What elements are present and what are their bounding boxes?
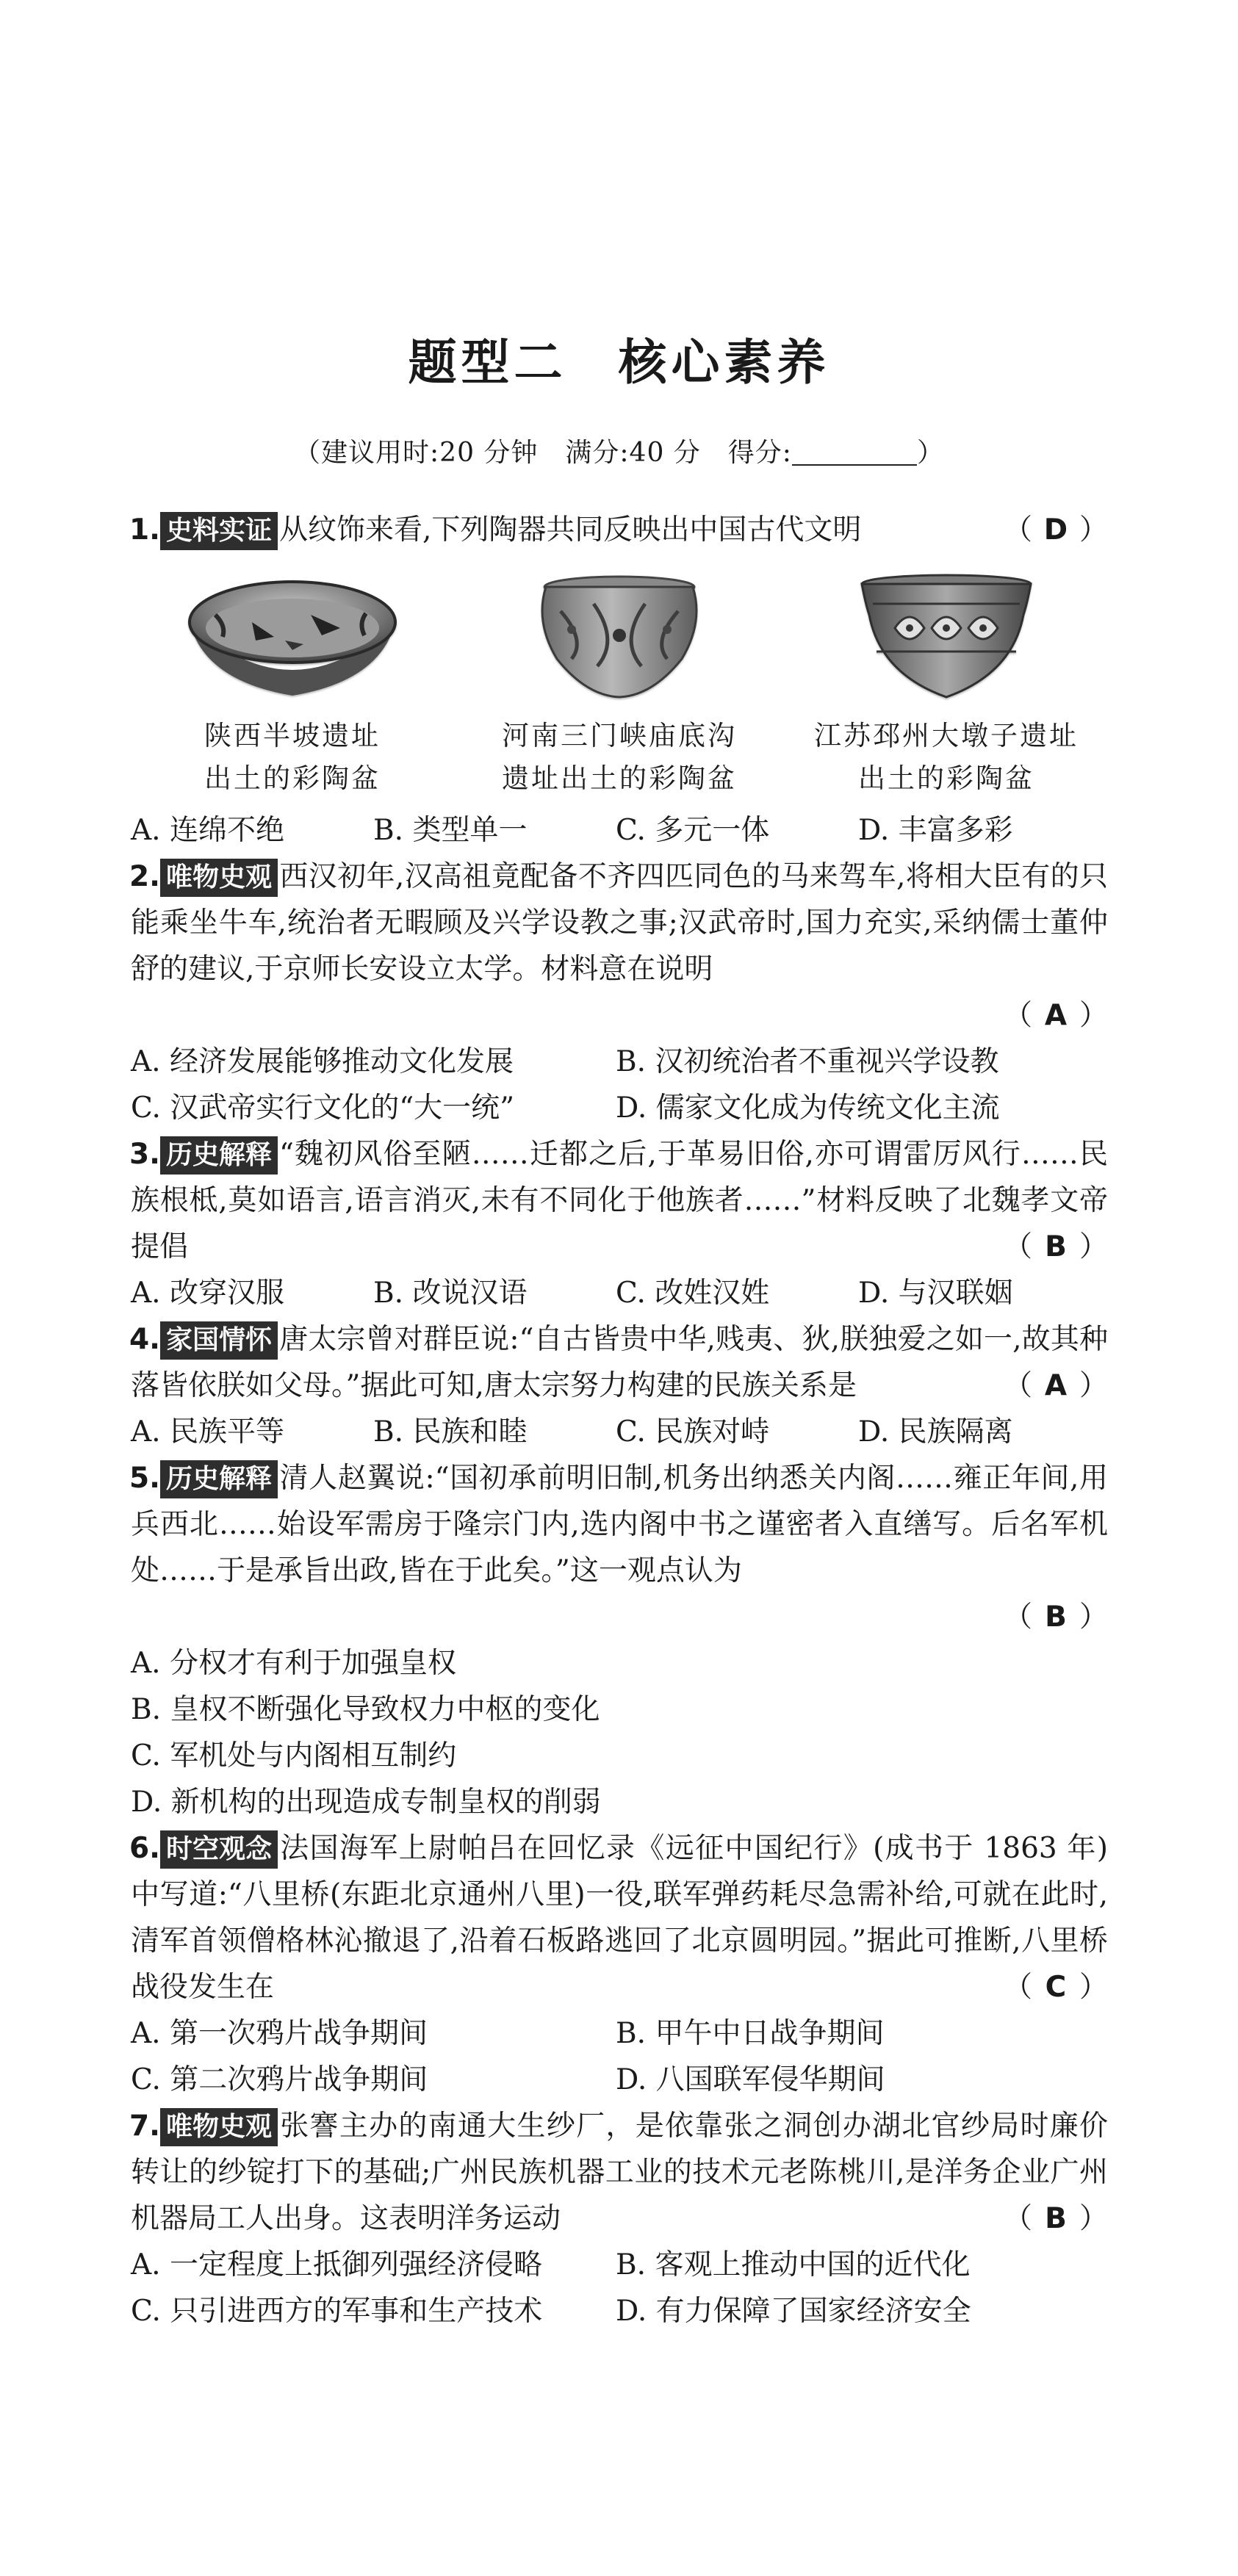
question-6 bbox=[131, 1825, 1108, 2103]
caption-line: 江苏邳州大墩子遗址 bbox=[814, 720, 1079, 751]
answer-slot: （ D ） bbox=[1004, 507, 1108, 553]
option-a[interactable]: A. 民族平等 bbox=[131, 1415, 284, 1448]
question-number: 4. bbox=[129, 1323, 160, 1356]
pottery-caption bbox=[204, 715, 381, 800]
question-text: 从纹饰来看,下列陶器共同反映出中国古代文明 bbox=[278, 513, 862, 546]
time-score-line bbox=[0, 432, 1238, 469]
option-b[interactable]: B. 皇权不断强化导致权力中枢的变化 bbox=[131, 1693, 600, 1726]
caption-line: 河南三门峡庙底沟 bbox=[502, 720, 737, 751]
answer-letter: A bbox=[1044, 999, 1068, 1032]
option-a[interactable]: A. 改穿汉服 bbox=[131, 1277, 284, 1310]
miaodigou-pot-image bbox=[528, 563, 711, 710]
options bbox=[131, 2010, 1108, 2103]
options bbox=[131, 1039, 1108, 1131]
answer-slot: （ B ） bbox=[1004, 2196, 1108, 2242]
question-3-stem bbox=[131, 1131, 1108, 1270]
option-d[interactable]: D. 民族隔离 bbox=[858, 1415, 1013, 1448]
literacy-tag: 历史解释 bbox=[160, 1460, 278, 1498]
option-c[interactable]: C. 改姓汉姓 bbox=[616, 1277, 770, 1310]
pottery-caption bbox=[502, 715, 737, 800]
question-number: 6. bbox=[129, 1832, 160, 1865]
option-a[interactable]: A. 分权才有利于加强皇权 bbox=[131, 1647, 456, 1680]
option-c[interactable]: C. 只引进西方的军事和生产技术 bbox=[131, 2295, 543, 2328]
score-blank[interactable] bbox=[792, 438, 917, 466]
option-a[interactable]: A. 一定程度上抵御列强经济侵略 bbox=[131, 2248, 542, 2281]
pottery-caption bbox=[814, 715, 1079, 800]
caption-line: 出土的彩陶盆 bbox=[204, 762, 381, 794]
answer-letter: C bbox=[1045, 1971, 1067, 2004]
option-b[interactable]: B. 民族和睦 bbox=[373, 1415, 528, 1448]
page-title bbox=[0, 323, 1238, 393]
question-5 bbox=[131, 1455, 1108, 1825]
question-3 bbox=[131, 1131, 1108, 1316]
answer-slot: （ B ） bbox=[1004, 1594, 1108, 1640]
answer-letter: B bbox=[1045, 1601, 1067, 1634]
answer-row bbox=[131, 992, 1108, 1039]
pottery-item-miaodigou bbox=[465, 563, 774, 800]
options bbox=[131, 1640, 1108, 1825]
literacy-tag: 史料实证 bbox=[160, 512, 278, 550]
question-number: 3. bbox=[129, 1138, 160, 1171]
question-1-stem bbox=[131, 507, 1108, 553]
literacy-tag: 时空观念 bbox=[160, 1830, 278, 1869]
option-b[interactable]: B. 改说汉语 bbox=[373, 1277, 528, 1310]
dadunzi-pot-image bbox=[851, 563, 1042, 710]
option-c[interactable]: C. 第二次鸦片战争期间 bbox=[131, 2063, 428, 2096]
question-number: 2. bbox=[129, 860, 160, 893]
option-d[interactable]: D. 有力保障了国家经济安全 bbox=[616, 2295, 971, 2328]
option-c[interactable]: C. 多元一体 bbox=[616, 814, 770, 847]
option-b[interactable]: B. 甲午中日战争期间 bbox=[616, 2017, 885, 2050]
question-7-stem bbox=[131, 2103, 1108, 2242]
option-b[interactable]: B. 汉初统治者不重视兴学设教 bbox=[616, 1045, 999, 1078]
time-score-end: ） bbox=[916, 438, 944, 468]
question-2 bbox=[131, 854, 1108, 1131]
caption-line: 出土的彩陶盆 bbox=[858, 762, 1034, 794]
pottery-item-dadunzi bbox=[792, 563, 1101, 800]
options bbox=[131, 1409, 1108, 1455]
option-a[interactable]: A. 经济发展能够推动文化发展 bbox=[131, 1045, 514, 1078]
options bbox=[131, 2242, 1108, 2334]
option-b[interactable]: B. 类型单一 bbox=[373, 814, 528, 847]
banpo-pot-image bbox=[182, 563, 403, 710]
question-7 bbox=[131, 2103, 1108, 2334]
options bbox=[131, 807, 1108, 854]
answer-letter: B bbox=[1045, 2202, 1067, 2235]
question-text: 唐太宗曾对群臣说:“自古皆贵中华,贱夷、狄,朕独爱之如一,故其种落皆依朕如父母。”据此可知,唐太宗努力构建的民族关系是 bbox=[131, 1323, 1108, 1402]
option-b[interactable]: B. 客观上推动中国的近代化 bbox=[616, 2248, 971, 2281]
question-2-stem bbox=[131, 854, 1108, 992]
question-1 bbox=[131, 507, 1108, 854]
answer-letter: D bbox=[1043, 513, 1068, 546]
question-text: “魏初风俗至陋……迁都之后,于革易旧俗,亦可谓雷厉风行……民族根柢,莫如语言,语言消灭,未有不同化于他族者……”材料反映了北魏孝文帝提倡 bbox=[131, 1138, 1108, 1263]
option-c[interactable]: C. 民族对峙 bbox=[616, 1415, 770, 1448]
answer-letter: A bbox=[1044, 1369, 1068, 1402]
option-d[interactable]: D. 与汉联姻 bbox=[858, 1277, 1013, 1310]
question-text: 法国海军上尉帕吕在回忆录《远征中国纪行》(成书于 1863 年)中写道:“八里桥(东距北京通州八里)一役,联军弹药耗尽急需补给,可就在此时,清军首领僧格林沁撤退了,沿着石板路逃回了北京圆明园。”据此可推断,八里桥战役发生在 bbox=[131, 1832, 1108, 2004]
question-text: 张謇主办的南通大生纱厂，是依靠张之洞创办湖北官纱局时廉价转让的纱锭打下的基础;广州民族机器工业的技术元老陈桃川,是洋务企业广州机器局工人出身。这表明洋务运动 bbox=[131, 2110, 1108, 2235]
option-d[interactable]: D. 儒家文化成为传统文化主流 bbox=[616, 1092, 1000, 1125]
option-c[interactable]: C. 军机处与内阁相互制约 bbox=[131, 1739, 457, 1772]
answer-slot: （ B ） bbox=[1004, 1224, 1108, 1270]
literacy-tag: 家国情怀 bbox=[160, 1321, 278, 1360]
option-a[interactable]: A. 第一次鸦片战争期间 bbox=[131, 2017, 428, 2050]
question-text: 清人赵翼说:“国初承前明旧制,机务出纳悉关内阁……雍正年间,用兵西北……始设军需房于隆宗门内,选内阁中书之谨密者入直缮写。后名军机处……于是承旨出政,皆在于此矣。”这一观点认为 bbox=[131, 1462, 1108, 1587]
option-d[interactable]: D. 丰富多彩 bbox=[858, 814, 1013, 847]
question-4 bbox=[131, 1316, 1108, 1455]
question-6-stem bbox=[131, 1825, 1108, 2010]
option-d[interactable]: D. 八国联军侵华期间 bbox=[616, 2063, 885, 2096]
answer-slot: （ A ） bbox=[1004, 1363, 1108, 1409]
options bbox=[131, 1270, 1108, 1316]
answer-slot: （ A ） bbox=[1004, 992, 1108, 1039]
caption-line: 遗址出土的彩陶盆 bbox=[502, 762, 737, 794]
answer-slot: （ C ） bbox=[1004, 1964, 1108, 2010]
literacy-tag: 历史解释 bbox=[160, 1136, 278, 1175]
option-a[interactable]: A. 连绵不绝 bbox=[131, 814, 284, 847]
answer-row bbox=[131, 1594, 1108, 1640]
title-part-b: 核心素养 bbox=[618, 334, 830, 391]
caption-line: 陕西半坡遗址 bbox=[204, 720, 381, 751]
question-number: 5. bbox=[129, 1462, 160, 1495]
question-list bbox=[131, 507, 1108, 2334]
pottery-images bbox=[131, 563, 1108, 800]
option-c[interactable]: C. 汉武帝实行文化的“大一统” bbox=[131, 1092, 515, 1125]
question-4-stem bbox=[131, 1316, 1108, 1409]
question-number: 1. bbox=[129, 513, 160, 546]
literacy-tag: 唯物史观 bbox=[160, 859, 278, 897]
literacy-tag: 唯物史观 bbox=[160, 2108, 278, 2146]
answer-letter: B bbox=[1045, 1230, 1067, 1263]
option-d[interactable]: D. 新机构的出现造成专制皇权的削弱 bbox=[131, 1786, 601, 1819]
pottery-item-banpo bbox=[138, 563, 447, 800]
question-number: 7. bbox=[129, 2110, 160, 2143]
question-text: 西汉初年,汉高祖竟配备不齐四匹同色的马来驾车,将相大臣有的只能乘坐牛车,统治者无暇顾及兴学设教之事;汉武帝时,国力充实,采纳儒士董仲舒的建议,于京师长安设立太学。材料意在说明 bbox=[131, 860, 1108, 986]
time-score-text: （建议用时:20 分钟 满分:40 分 得分: bbox=[294, 438, 792, 468]
title-part-a: 题型二 bbox=[408, 334, 567, 391]
question-5-stem bbox=[131, 1455, 1108, 1594]
